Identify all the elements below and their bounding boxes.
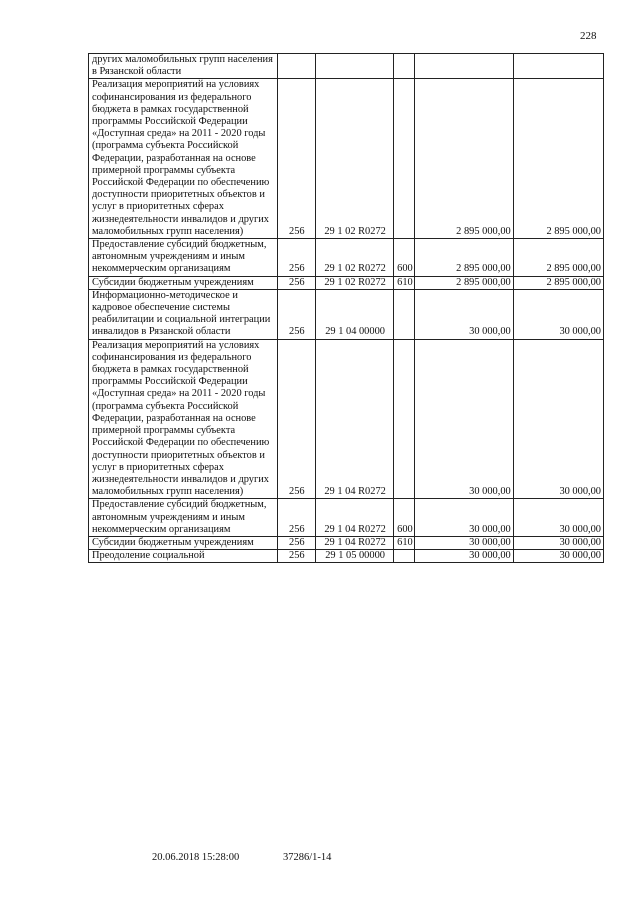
row-target-code-cell: 29 1 04 R0272 <box>316 499 394 537</box>
row-target-code-cell: 29 1 04 00000 <box>316 289 394 339</box>
table-row <box>89 550 604 563</box>
row-amount-2-cell: 30 000,00 <box>513 536 603 549</box>
row-amount-1-cell: 2 895 000,00 <box>415 276 513 289</box>
row-amount-1-cell: 30 000,00 <box>415 536 513 549</box>
row-name-cell: Субсидии бюджетным учреждениям <box>89 276 278 289</box>
row-name-cell: Предоставление субсидий бюджетным, автономным учреждениям и иным некоммерческим организациям <box>89 499 278 537</box>
page-number: 228 <box>580 30 597 42</box>
table-row <box>89 499 604 537</box>
row-amount-2-cell <box>513 54 603 79</box>
table-row <box>89 79 604 239</box>
row-admin-code-cell: 256 <box>277 339 316 499</box>
row-expense-type-cell: 610 <box>394 276 415 289</box>
table-row <box>89 536 604 549</box>
row-target-code-cell: 29 1 04 R0272 <box>316 339 394 499</box>
table-row <box>89 289 604 339</box>
row-expense-type-cell <box>394 79 415 239</box>
row-expense-type-cell <box>394 54 415 79</box>
row-name-cell: Субсидии бюджетным учреждениям <box>89 536 278 549</box>
row-amount-1-cell: 30 000,00 <box>415 499 513 537</box>
row-target-code-cell: 29 1 02 R0272 <box>316 79 394 239</box>
table-row <box>89 239 604 277</box>
row-expense-type-cell: 610 <box>394 536 415 549</box>
row-admin-code-cell: 256 <box>277 550 316 563</box>
row-expense-type-cell: 600 <box>394 239 415 277</box>
row-amount-1-cell <box>415 54 513 79</box>
footer-date: 20.06.2018 15:28:00 <box>152 852 240 863</box>
row-amount-2-cell: 30 000,00 <box>513 550 603 563</box>
row-expense-type-cell: 600 <box>394 499 415 537</box>
row-admin-code-cell: 256 <box>277 239 316 277</box>
row-expense-type-cell <box>394 289 415 339</box>
row-target-code-cell <box>316 54 394 79</box>
row-target-code-cell: 29 1 02 R0272 <box>316 239 394 277</box>
row-amount-2-cell: 2 895 000,00 <box>513 239 603 277</box>
row-amount-2-cell: 2 895 000,00 <box>513 276 603 289</box>
row-amount-2-cell: 2 895 000,00 <box>513 79 603 239</box>
row-name-cell: Преодоление социальной <box>89 550 278 563</box>
row-amount-1-cell: 30 000,00 <box>415 289 513 339</box>
row-name-cell: других маломобильных групп населения в Рязанской области <box>89 54 278 79</box>
row-expense-type-cell <box>394 550 415 563</box>
row-amount-1-cell: 2 895 000,00 <box>415 79 513 239</box>
table-row <box>89 276 604 289</box>
row-admin-code-cell: 256 <box>277 499 316 537</box>
budget-table <box>88 53 604 563</box>
row-name-cell: Реализация мероприятий на условиях софинансирования из федерального бюджета в рамках государственной программы Российской Федерации «Доступная среда» на 2011 - 2020 годы (программа субъекта Российской Федерации, разработанная на основе примерной программы субъекта Российской Федерации по обеспечению доступности приоритетных объектов и услуг в приоритетных сферах жизнедеятельности инвалидов и других маломобильных групп населения) <box>89 79 278 239</box>
row-amount-1-cell: 30 000,00 <box>415 550 513 563</box>
row-admin-code-cell: 256 <box>277 276 316 289</box>
row-target-code-cell: 29 1 04 R0272 <box>316 536 394 549</box>
row-admin-code-cell: 256 <box>277 289 316 339</box>
row-expense-type-cell <box>394 339 415 499</box>
row-name-cell: Предоставление субсидий бюджетным, автономным учреждениям и иным некоммерческим организациям <box>89 239 278 277</box>
row-name-cell: Реализация мероприятий на условиях софинансирования из федерального бюджета в рамках государственной программы Российской Федерации «Доступная среда» на 2011 - 2020 годы (программа субъекта Российской Федерации, разработанная на основе примерной программы субъекта Российской Федерации по обеспечению доступности приоритетных объектов и услуг в приоритетных сферах жизнедеятельности инвалидов и других маломобильных групп населения) <box>89 339 278 499</box>
row-amount-2-cell: 30 000,00 <box>513 499 603 537</box>
row-admin-code-cell: 256 <box>277 536 316 549</box>
row-amount-2-cell: 30 000,00 <box>513 339 603 499</box>
row-admin-code-cell: 256 <box>277 79 316 239</box>
footer-doc-number: 37286/1-14 <box>283 852 332 863</box>
row-target-code-cell: 29 1 02 R0272 <box>316 276 394 289</box>
row-amount-1-cell: 2 895 000,00 <box>415 239 513 277</box>
table-body <box>89 54 604 563</box>
row-name-cell: Информационно-методическое и кадровое обеспечение системы реабилитации и социальной интеграции инвалидов в Рязанской области <box>89 289 278 339</box>
row-amount-2-cell: 30 000,00 <box>513 289 603 339</box>
table-row <box>89 54 604 79</box>
table-row <box>89 339 604 499</box>
row-target-code-cell: 29 1 05 00000 <box>316 550 394 563</box>
row-admin-code-cell <box>277 54 316 79</box>
row-amount-1-cell: 30 000,00 <box>415 339 513 499</box>
